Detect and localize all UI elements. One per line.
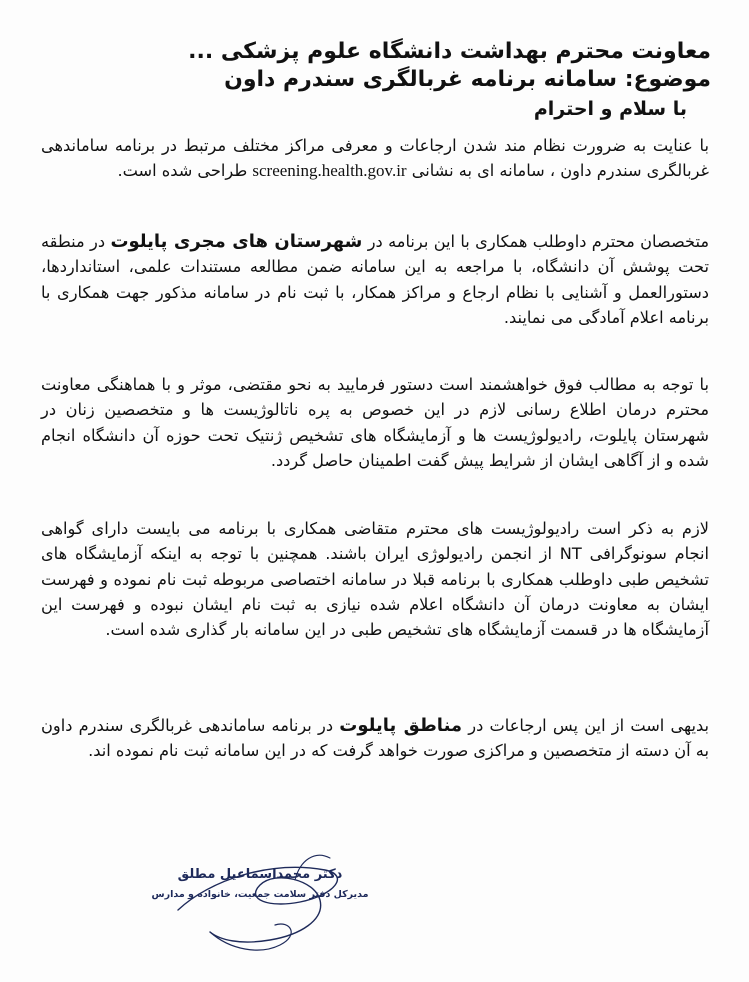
- paragraph-2: [41, 229, 709, 330]
- paragraph-5-text-start: بدیهی است از این پس ارجاعات در: [462, 716, 709, 735]
- signatory-name: دکتر محمداسماعیل مطلق: [177, 867, 343, 882]
- paragraph-3: با توجه به مطالب فوق خواهشمند است دستور فرمایید به نحو مقتضی، موثر و با هماهنگی معاونت محترم درمان اطلاع رسانی لازم در این خصوص به پره ناتالوژیست ها و متخصصین زنان در شهرستان پایلوت، رادیولوژیست ها و آزمایشگاه های تشخیص ژنتیک تحت حوزه آن دانشگاه انجام شده و از آگاهی ایشان از شرایط پیش گفت اطمینان حاصل گردد.: [41, 375, 709, 470]
- greeting: با سلام و احترام: [533, 98, 687, 120]
- pilot-cities-emphasis: شهرستان های مجری پایلوت: [110, 231, 363, 252]
- handwritten-signature-icon: [150, 840, 370, 960]
- paragraph-2-text-end: در منطقه تحت پوشش آن دانشگاه، با مراجعه به این سامانه ضمن مطالعه مستندات علمی، استانداردها، دستورالعمل و آشنایی با نظام ارجاع و مراکز همکار، با ثبت نام در سامانه مذکور جهت همکاری با برنامه اعلام آمادگی می نمایند.: [41, 232, 709, 327]
- recipient-line: معاونت محترم بهداشت دانشگاه علوم پزشکی ...: [188, 39, 711, 64]
- paragraph-1-text-start: با عنایت به ضرورت نظام مند شدن ارجاعات و معرفی مراکز مختلف مرتبط در برنامه ساماندهی غربالگری سندرم داون ، سامانه ای به نشانی: [41, 136, 709, 181]
- signature-block: [150, 840, 370, 960]
- paragraph-1-text-end: طراحی شده است.: [117, 161, 253, 181]
- signatory-title: مدیرکل دفتر سلامت جمعیت، خانواده و مدارس: [151, 889, 369, 900]
- paragraph-1: [41, 133, 709, 184]
- subject-line: موضوع: سامانه برنامه غربالگری سندرم داون: [224, 67, 711, 92]
- paragraph-5-text-end: در برنامه ساماندهی غربالگری سندرم داون به آن دسته از متخصصین و مراکزی صورت خواهد گرفت که در این سامانه ثبت نام نموده اند.: [41, 716, 709, 761]
- letter-header: [39, 38, 711, 94]
- paragraph-4: لازم به ذکر است رادیولوژیست های محترم متقاضی همکاری با برنامه می بایست دارای گواهی انجام سونوگرافی NT از انجمن رادیولوژی ایران باشند. همچنین با توجه به اینکه آزمایشگاه های تشخیص طبی داوطلب همکاری با برنامه قبلا در سامانه اختصاصی مربوطه ثبت نام نموده و فهرست ایشان به معاونت درمان آن دانشگاه اعلام شده نیازی به ثبت نام ایشان نبوده و فهرست این آزمایشگاه ها در قسمت آزمایشگاه های تشخیص طبی در این سامانه بار گذاری شده است.: [41, 519, 710, 640]
- pilot-regions-emphasis: مناطق پایلوت: [339, 715, 463, 736]
- paragraph-5: [41, 713, 709, 764]
- paragraph-2-text-start: متخصصان محترم داوطلب همکاری با این برنامه در: [362, 232, 709, 251]
- website-address: screening.health.gov.ir: [252, 161, 407, 181]
